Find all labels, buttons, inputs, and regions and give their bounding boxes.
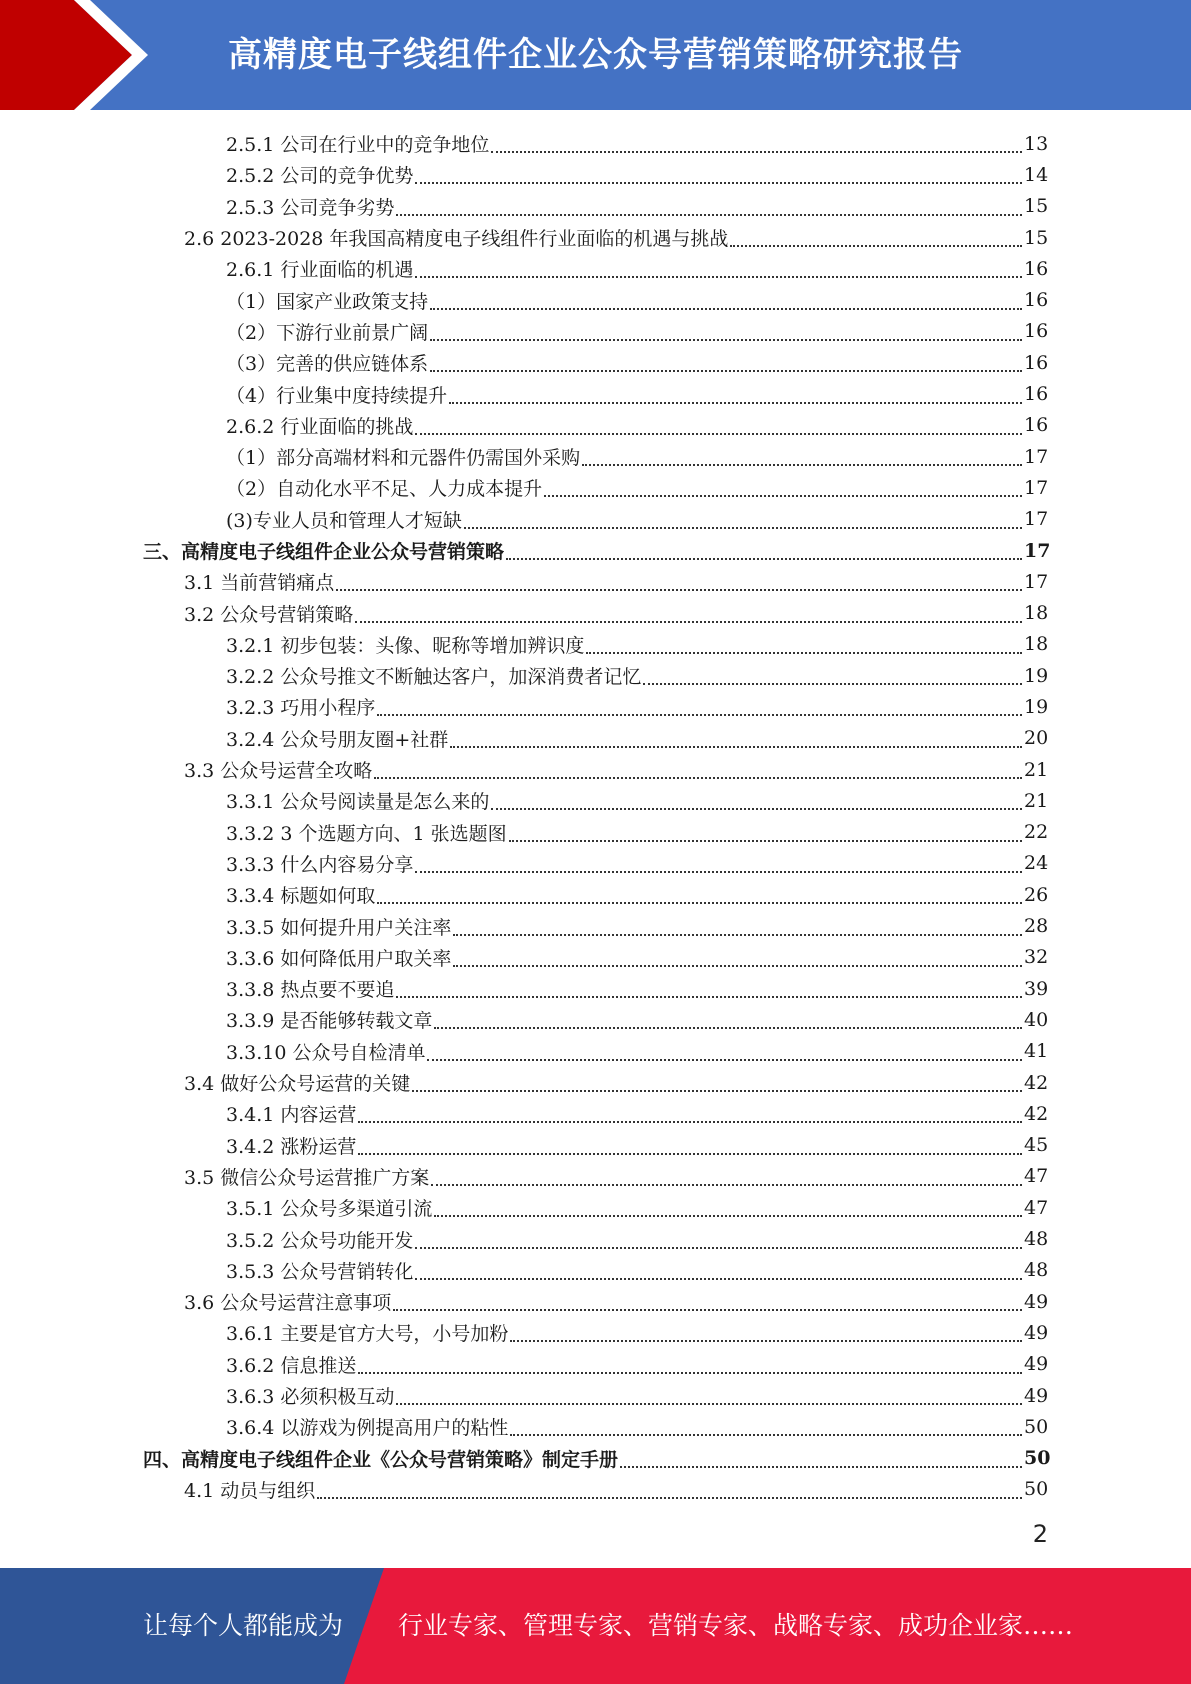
toc-entry-page: 32 — [1024, 946, 1049, 969]
toc-entry-label: 3.6.2 信息推送 — [226, 1354, 357, 1377]
page-header — [0, 0, 1191, 110]
footer-slogan-right: 行业专家、管理专家、营销专家、战略专家、成功企业家…… — [398, 1611, 1074, 1640]
toc-entry-label: 3.2.1 初步包装：头像、昵称等增加辨识度 — [226, 634, 585, 657]
toc-entry-page: 42 — [1024, 1071, 1049, 1094]
toc-entry[interactable] — [0, 159, 1191, 190]
toc-dot-leader — [491, 150, 1022, 153]
toc-entry[interactable] — [0, 1317, 1191, 1348]
toc-entry-label: 3.6.1 主要是官方大号，小号加粉 — [226, 1323, 509, 1346]
toc-entry[interactable] — [0, 879, 1191, 910]
toc-entry[interactable] — [0, 1192, 1191, 1223]
toc-dot-leader — [431, 1183, 1022, 1186]
toc-entry-label: （1）国家产业政策支持 — [226, 290, 429, 313]
toc-entry-label: 3.5 微信公众号运营推广方案 — [184, 1166, 430, 1189]
toc-entry-page: 26 — [1024, 883, 1049, 906]
toc-entry[interactable] — [0, 723, 1191, 754]
toc-entry-label: 3.3.9 是否能够转载文章 — [226, 1010, 433, 1033]
toc-entry-label: 3.3.3 什么内容易分享 — [226, 853, 414, 876]
toc-entry-page: 41 — [1024, 1040, 1049, 1063]
toc-entry-page: 21 — [1024, 789, 1049, 812]
toc-entry-page: 47 — [1024, 1196, 1049, 1219]
toc-entry-page: 16 — [1024, 320, 1049, 343]
toc-entry-page: 24 — [1024, 852, 1049, 875]
footer-slogan-left: 让每个人都能成为 — [143, 1611, 344, 1640]
toc-dot-leader — [415, 870, 1022, 873]
toc-entry-label: 3.4 做好公众号运营的关键 — [184, 1073, 411, 1096]
toc-entry[interactable] — [0, 1223, 1191, 1254]
table-of-contents — [0, 128, 1191, 1505]
toc-entry-label: 3.3.5 如何提升用户关注率 — [226, 916, 452, 939]
toc-entry-label: 3.6 公众号运营注意事项 — [184, 1292, 392, 1315]
toc-entry-label: 3.3.6 如何降低用户取关率 — [226, 947, 452, 970]
toc-entry-page: 18 — [1024, 602, 1049, 625]
toc-entry-label: 3.6.3 必须积极互动 — [226, 1386, 395, 1409]
toc-entry-label: （2）下游行业前景广阔 — [226, 321, 429, 344]
toc-entry-page: 16 — [1024, 289, 1049, 312]
toc-dot-leader — [393, 1308, 1022, 1311]
toc-entry-label: 2.6.2 行业面临的挑战 — [226, 415, 414, 438]
toc-entry-label: 3.4.2 涨粉运营 — [226, 1135, 357, 1158]
toc-dot-leader — [355, 620, 1022, 623]
toc-dot-leader — [450, 745, 1022, 748]
toc-entry[interactable] — [0, 441, 1191, 472]
toc-entry-label: 3.2.2 公众号推文不断触达客户，加深消费者记忆 — [226, 666, 642, 689]
toc-entry[interactable] — [0, 629, 1191, 660]
toc-entry[interactable] — [0, 1067, 1191, 1098]
toc-dot-leader — [412, 1089, 1022, 1092]
toc-entry[interactable] — [0, 942, 1191, 973]
toc-entry-page: 13 — [1024, 132, 1049, 155]
toc-entry-page: 40 — [1024, 1008, 1049, 1031]
toc-entry-page: 17 — [1024, 508, 1049, 531]
toc-entry-label: 2.6.1 行业面临的机遇 — [226, 259, 414, 282]
toc-dot-leader — [377, 901, 1022, 904]
toc-entry-label: 3.4.1 内容运营 — [226, 1104, 357, 1127]
toc-entry-page: 16 — [1024, 414, 1049, 437]
toc-entry-label: 3.5.1 公众号多渠道引流 — [226, 1198, 433, 1221]
toc-entry-page: 18 — [1024, 633, 1049, 656]
toc-dot-leader — [358, 1371, 1022, 1374]
toc-entry-label: 2.5.2 公司的竞争优势 — [226, 165, 414, 188]
toc-dot-leader — [415, 1246, 1022, 1249]
toc-dot-leader — [449, 401, 1022, 404]
toc-dot-leader — [453, 964, 1022, 967]
toc-dot-leader — [396, 995, 1022, 998]
toc-entry-label: 3.3.8 热点要不要追 — [226, 979, 395, 1002]
toc-dot-leader — [374, 776, 1022, 779]
toc-entry[interactable] — [0, 973, 1191, 1004]
toc-dot-leader — [430, 307, 1022, 310]
toc-entry[interactable] — [0, 504, 1191, 535]
toc-dot-leader — [509, 839, 1022, 842]
toc-entry[interactable] — [0, 1411, 1191, 1442]
toc-entry[interactable] — [0, 378, 1191, 409]
toc-entry-label: 3.3.1 公众号阅读量是怎么来的 — [226, 791, 490, 814]
toc-entry-page: 47 — [1024, 1165, 1049, 1188]
toc-entry-label: 3.2.3 巧用小程序 — [226, 697, 376, 720]
toc-entry-label: 三、高精度电子线组件企业公众号营销策略 — [143, 541, 505, 563]
toc-dot-leader — [453, 933, 1022, 936]
toc-dot-leader — [510, 1433, 1022, 1436]
toc-entry[interactable] — [0, 222, 1191, 253]
toc-entry-label: 3.3.4 标题如何取 — [226, 885, 376, 908]
toc-entry-page: 16 — [1024, 257, 1049, 280]
toc-dot-leader — [336, 588, 1022, 591]
toc-entry[interactable] — [0, 566, 1191, 597]
toc-dot-leader — [415, 275, 1022, 278]
toc-dot-leader — [358, 1120, 1022, 1123]
toc-dot-leader — [396, 213, 1022, 216]
toc-entry-page: 21 — [1024, 758, 1049, 781]
toc-dot-leader — [430, 369, 1022, 372]
toc-entry[interactable] — [0, 1098, 1191, 1129]
toc-entry-label: 3.6.4 以游戏为例提高用户的粘性 — [226, 1417, 509, 1440]
toc-entry-page: 49 — [1024, 1384, 1049, 1407]
toc-entry-label: 3.3.2 3 个选题方向、1 张选题图 — [226, 822, 507, 845]
toc-entry[interactable] — [0, 785, 1191, 816]
toc-entry-page: 20 — [1024, 727, 1049, 750]
toc-entry[interactable] — [0, 1474, 1191, 1505]
toc-entry-label: 3.5.3 公众号营销转化 — [226, 1260, 414, 1283]
toc-entry[interactable] — [0, 754, 1191, 785]
toc-entry-label: 2.6 2023-2028 年我国高精度电子线组件行业面临的机遇与挑战 — [184, 228, 729, 251]
toc-dot-leader — [415, 181, 1022, 184]
toc-entry[interactable] — [0, 1255, 1191, 1286]
toc-entry-page: 22 — [1024, 821, 1049, 844]
toc-entry-label: 四、高精度电子线组件企业《公众号营销策略》制定手册 — [143, 1448, 619, 1471]
toc-entry[interactable] — [0, 253, 1191, 284]
toc-dot-leader — [396, 1402, 1022, 1405]
toc-dot-leader — [491, 807, 1022, 810]
toc-entry-label: 2.5.1 公司在行业中的竞争地位 — [226, 134, 490, 157]
toc-entry[interactable] — [0, 910, 1191, 941]
toc-entry[interactable] — [0, 1004, 1191, 1035]
toc-entry-page: 28 — [1024, 915, 1049, 938]
toc-entry-page: 19 — [1024, 664, 1049, 687]
toc-entry[interactable] — [0, 410, 1191, 441]
toc-entry-page: 19 — [1024, 695, 1049, 718]
toc-dot-leader — [377, 713, 1022, 716]
toc-entry[interactable] — [0, 284, 1191, 315]
toc-entry-page: 17 — [1024, 539, 1051, 562]
toc-dot-leader — [427, 1058, 1022, 1061]
toc-entry-page: 49 — [1024, 1290, 1049, 1313]
toc-entry[interactable] — [0, 597, 1191, 628]
toc-entry[interactable] — [0, 1161, 1191, 1192]
toc-entry[interactable] — [0, 191, 1191, 222]
toc-entry[interactable] — [0, 691, 1191, 722]
toc-entry-label: 4.1 动员与组织 — [184, 1479, 316, 1502]
toc-entry-label: 3.2.4 公众号朋友圈+社群 — [226, 728, 449, 751]
toc-entry-page: 15 — [1024, 195, 1049, 218]
toc-dot-leader — [434, 1026, 1022, 1029]
toc-entry-label: 3.3.10 公众号自检清单 — [226, 1041, 426, 1064]
toc-dot-leader — [586, 651, 1022, 654]
toc-entry[interactable] — [0, 1286, 1191, 1317]
toc-entry[interactable] — [0, 535, 1191, 566]
page-number: 2 — [1032, 1520, 1048, 1548]
toc-entry-label: 2.5.3 公司竞争劣势 — [226, 196, 395, 219]
page-footer — [0, 1568, 1191, 1684]
toc-entry[interactable] — [0, 347, 1191, 378]
toc-entry-page: 42 — [1024, 1102, 1049, 1125]
toc-entry[interactable] — [0, 1380, 1191, 1411]
toc-dot-leader — [582, 463, 1022, 466]
toc-entry-label: 3.5.2 公众号功能开发 — [226, 1229, 414, 1252]
toc-entry-page: 39 — [1024, 977, 1049, 1000]
toc-entry[interactable] — [0, 128, 1191, 159]
toc-entry-label: （3）完善的供应链体系 — [226, 353, 429, 376]
toc-entry-page: 17 — [1024, 570, 1049, 593]
toc-entry-page: 17 — [1024, 476, 1049, 499]
toc-dot-leader — [730, 244, 1022, 247]
toc-dot-leader — [430, 338, 1022, 341]
toc-entry[interactable] — [0, 1130, 1191, 1161]
toc-entry-page: 50 — [1024, 1415, 1049, 1438]
toc-entry-page: 16 — [1024, 351, 1049, 374]
toc-entry-label: 3.2 公众号营销策略 — [184, 603, 354, 626]
toc-entry-page: 45 — [1024, 1134, 1049, 1157]
toc-entry-page: 14 — [1024, 163, 1049, 186]
toc-entry-page: 48 — [1024, 1259, 1049, 1282]
toc-entry[interactable] — [0, 316, 1191, 347]
toc-entry-page: 49 — [1024, 1353, 1049, 1376]
toc-entry-label: （4）行业集中度持续提升 — [226, 384, 448, 407]
toc-dot-leader — [415, 432, 1022, 435]
toc-entry-page: 17 — [1024, 445, 1049, 468]
toc-dot-leader — [510, 1339, 1022, 1342]
toc-entry-page: 49 — [1024, 1321, 1049, 1344]
toc-entry-label: 3.3 公众号运营全攻略 — [184, 760, 373, 783]
toc-entry-label: （2）自动化水平不足、人力成本提升 — [226, 478, 543, 501]
toc-entry[interactable] — [0, 1036, 1191, 1067]
report-title: 高精度电子线组件企业公众号营销策略研究报告 — [228, 35, 963, 75]
toc-entry[interactable] — [0, 1349, 1191, 1380]
toc-dot-leader — [464, 526, 1022, 529]
toc-dot-leader — [317, 1496, 1022, 1499]
toc-dot-leader — [643, 682, 1022, 685]
toc-entry-page: 16 — [1024, 383, 1049, 406]
toc-entry-page: 48 — [1024, 1228, 1049, 1251]
toc-entry[interactable] — [0, 817, 1191, 848]
toc-entry-label: (3)专业人员和管理人才短缺 — [226, 509, 462, 532]
toc-dot-leader — [434, 1214, 1022, 1217]
toc-entry[interactable] — [0, 848, 1191, 879]
toc-dot-leader — [415, 1277, 1022, 1280]
toc-dot-leader — [506, 557, 1022, 560]
toc-entry-page: 50 — [1024, 1447, 1051, 1470]
toc-entry[interactable] — [0, 472, 1191, 503]
toc-entry[interactable] — [0, 1442, 1191, 1473]
toc-dot-leader — [544, 494, 1022, 497]
toc-dot-leader — [358, 1152, 1022, 1155]
toc-dot-leader — [620, 1465, 1022, 1468]
toc-entry[interactable] — [0, 660, 1191, 691]
toc-entry-label: 3.1 当前营销痛点 — [184, 572, 335, 595]
toc-entry-label: （1）部分高端材料和元器件仍需国外采购 — [226, 447, 581, 470]
toc-entry-page: 15 — [1024, 226, 1049, 249]
toc-entry-page: 50 — [1024, 1478, 1049, 1501]
